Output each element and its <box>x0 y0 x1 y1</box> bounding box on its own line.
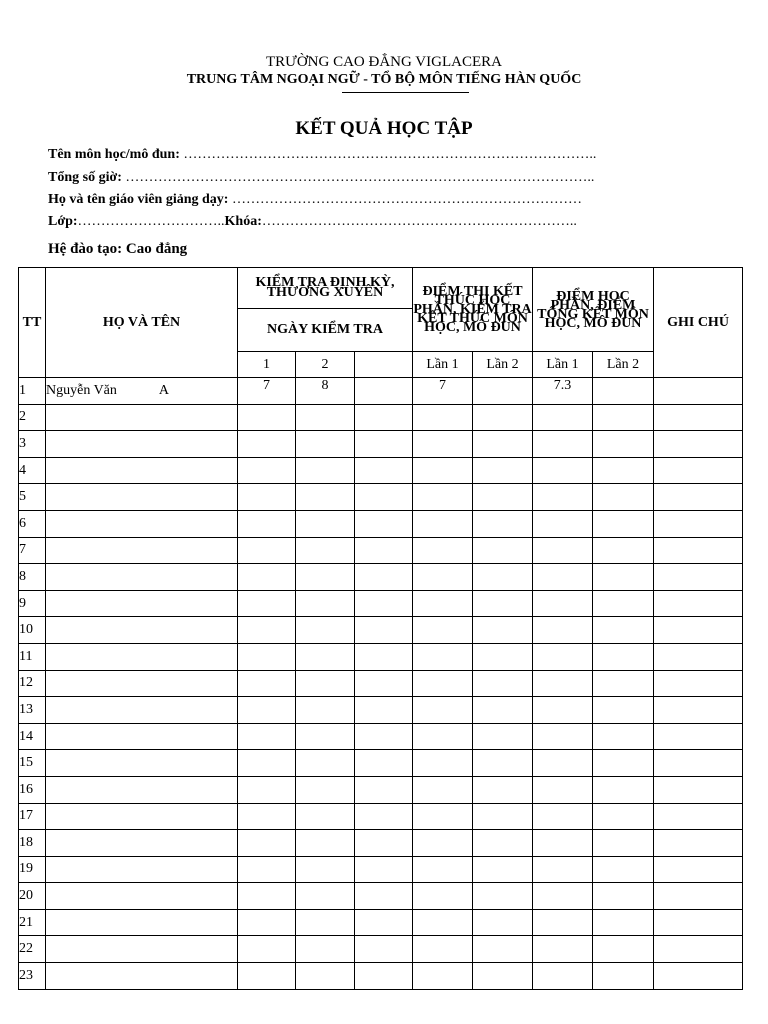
table-row <box>19 670 743 697</box>
test-1-score[interactable] <box>238 404 296 431</box>
exam-attempt-2-score[interactable] <box>473 750 533 777</box>
row-number: 6 <box>19 510 46 537</box>
exam-attempt-2-score[interactable] <box>473 431 533 458</box>
test-3-score[interactable] <box>355 378 413 405</box>
test-3-score[interactable] <box>355 484 413 511</box>
header-test-date: NGÀY KIỂM TRA <box>238 309 413 352</box>
note-cell[interactable] <box>654 936 743 963</box>
note-cell[interactable] <box>654 617 743 644</box>
module-attempt-1-score[interactable] <box>533 936 593 963</box>
module-attempt-2-score[interactable] <box>593 723 654 750</box>
test-3-score[interactable] <box>355 856 413 883</box>
header-periodic-test: KIỂM TRA ĐỊNH KỲ, THƯỜNG XUYÊN <box>238 268 413 309</box>
test-3-score[interactable] <box>355 404 413 431</box>
student-name[interactable] <box>46 670 238 697</box>
module-attempt-1-score[interactable] <box>533 670 593 697</box>
test-2-score[interactable] <box>296 617 355 644</box>
module-attempt-1-score[interactable] <box>533 883 593 910</box>
test-2-score[interactable] <box>296 803 355 830</box>
header-tt: TT <box>19 268 46 378</box>
exam-attempt-2-score[interactable] <box>473 537 533 564</box>
exam-attempt-2-score[interactable] <box>473 643 533 670</box>
results-table <box>18 267 743 990</box>
test-2-score[interactable] <box>296 537 355 564</box>
subject-dots[interactable]: …………………………………………………………………………….. <box>179 147 597 162</box>
module-attempt-2-score[interactable] <box>593 590 654 617</box>
test-3-score[interactable] <box>355 457 413 484</box>
module-attempt-1-score[interactable] <box>533 750 593 777</box>
exam-attempt-1-score[interactable] <box>413 776 473 803</box>
student-name[interactable] <box>46 856 238 883</box>
test-3-score[interactable] <box>355 803 413 830</box>
test-2-score[interactable] <box>296 510 355 537</box>
test-1-score[interactable] <box>238 670 296 697</box>
test-2-score[interactable] <box>296 643 355 670</box>
header-notes: GHI CHÚ <box>654 268 743 378</box>
test-2-score[interactable] <box>296 776 355 803</box>
test-1-score[interactable] <box>238 590 296 617</box>
test-2-score[interactable] <box>296 670 355 697</box>
exam-attempt-2-score[interactable] <box>473 936 533 963</box>
test-1-score[interactable] <box>238 431 296 458</box>
student-name[interactable] <box>46 830 238 857</box>
exam-attempt-2-score[interactable] <box>473 510 533 537</box>
table-row <box>19 776 743 803</box>
table-row <box>19 883 743 910</box>
test-3-score[interactable] <box>355 963 413 990</box>
module-attempt-1-score[interactable] <box>533 856 593 883</box>
student-name[interactable] <box>46 617 238 644</box>
training-level: Hệ đào tạo: Cao đẳng <box>48 241 188 257</box>
module-attempt-2-score[interactable] <box>593 830 654 857</box>
module-attempt-2-score[interactable] <box>593 404 654 431</box>
test-2-score[interactable] <box>296 936 355 963</box>
exam-attempt-1-score[interactable] <box>413 510 473 537</box>
test-2-score[interactable] <box>296 564 355 591</box>
test-1-score[interactable] <box>238 537 296 564</box>
module-attempt-2-score[interactable] <box>593 378 654 405</box>
module-attempt-1-score[interactable] <box>533 431 593 458</box>
module-attempt-2-score[interactable] <box>593 457 654 484</box>
exam-attempt-1-score[interactable] <box>413 670 473 697</box>
exam-attempt-1-score[interactable] <box>413 484 473 511</box>
module-attempt-1-score[interactable]: 7.3 <box>533 378 593 405</box>
test-3-score[interactable] <box>355 909 413 936</box>
module-attempt-2-score[interactable] <box>593 909 654 936</box>
row-number: 16 <box>19 776 46 803</box>
module-attempt-1-score[interactable] <box>533 803 593 830</box>
exam-attempt-1-score[interactable] <box>413 856 473 883</box>
note-cell[interactable] <box>654 883 743 910</box>
test-3-score[interactable] <box>355 830 413 857</box>
test-3-score[interactable] <box>355 510 413 537</box>
table-row <box>19 431 743 458</box>
subject-field <box>48 147 596 163</box>
test-1-score[interactable] <box>238 643 296 670</box>
row-number: 7 <box>19 537 46 564</box>
table-row <box>19 378 743 405</box>
module-attempt-1-score[interactable] <box>533 909 593 936</box>
test-3-score[interactable] <box>355 643 413 670</box>
header-test-3 <box>355 352 413 378</box>
row-number: 23 <box>19 963 46 990</box>
note-cell[interactable] <box>654 803 743 830</box>
exam-attempt-2-score[interactable] <box>473 484 533 511</box>
test-2-score[interactable] <box>296 883 355 910</box>
test-2-score[interactable] <box>296 909 355 936</box>
test-3-score[interactable] <box>355 750 413 777</box>
row-number: 5 <box>19 484 46 511</box>
test-1-score[interactable] <box>238 963 296 990</box>
exam-attempt-1-score[interactable]: 7 <box>413 378 473 405</box>
module-attempt-2-score[interactable] <box>593 431 654 458</box>
note-cell[interactable] <box>654 830 743 857</box>
module-attempt-1-score[interactable] <box>533 537 593 564</box>
test-1-score[interactable] <box>238 883 296 910</box>
table-row <box>19 537 743 564</box>
exam-attempt-1-score[interactable] <box>413 883 473 910</box>
student-name[interactable] <box>46 697 238 724</box>
note-cell[interactable] <box>654 723 743 750</box>
exam-attempt-1-score[interactable] <box>413 617 473 644</box>
exam-attempt-2-score[interactable] <box>473 883 533 910</box>
exam-attempt-1-score[interactable] <box>413 697 473 724</box>
test-3-score[interactable] <box>355 431 413 458</box>
teacher-dots[interactable]: ………………………………………………………………… <box>228 192 582 207</box>
test-2-score[interactable] <box>296 723 355 750</box>
table-row <box>19 643 743 670</box>
row-number: 8 <box>19 564 46 591</box>
table-row <box>19 404 743 431</box>
note-cell[interactable] <box>654 856 743 883</box>
module-attempt-2-score[interactable] <box>593 856 654 883</box>
test-2-score[interactable] <box>296 750 355 777</box>
exam-attempt-2-score[interactable] <box>473 670 533 697</box>
test-1-score[interactable] <box>238 856 296 883</box>
exam-attempt-1-score[interactable] <box>413 404 473 431</box>
note-cell[interactable] <box>654 590 743 617</box>
module-attempt-2-score[interactable] <box>593 670 654 697</box>
module-attempt-2-score[interactable] <box>593 750 654 777</box>
teacher-label: Họ và tên giáo viên giảng dạy: <box>48 192 229 207</box>
test-2-score[interactable] <box>296 457 355 484</box>
note-cell[interactable] <box>654 697 743 724</box>
module-attempt-2-score[interactable] <box>593 537 654 564</box>
exam-attempt-1-score[interactable] <box>413 643 473 670</box>
exam-attempt-2-score[interactable] <box>473 564 533 591</box>
student-name[interactable] <box>46 936 238 963</box>
note-cell[interactable] <box>654 963 743 990</box>
student-name-text: Nguyễn Văn <box>46 382 117 398</box>
test-3-score[interactable] <box>355 590 413 617</box>
test-1-score[interactable] <box>238 750 296 777</box>
note-cell[interactable] <box>654 909 743 936</box>
test-1-score[interactable] <box>238 936 296 963</box>
table-row <box>19 484 743 511</box>
student-name[interactable] <box>46 537 238 564</box>
test-3-score[interactable] <box>355 670 413 697</box>
test-2-score[interactable] <box>296 590 355 617</box>
module-attempt-1-score[interactable] <box>533 404 593 431</box>
test-2-score[interactable] <box>296 431 355 458</box>
class-label: Lớp: <box>48 214 78 229</box>
note-cell[interactable] <box>654 750 743 777</box>
module-attempt-2-score[interactable] <box>593 936 654 963</box>
module-attempt-2-score[interactable] <box>593 564 654 591</box>
note-cell[interactable] <box>654 537 743 564</box>
header-underline <box>342 92 469 93</box>
note-cell[interactable] <box>654 510 743 537</box>
test-1-score[interactable] <box>238 617 296 644</box>
note-cell[interactable] <box>654 431 743 458</box>
module-attempt-2-score[interactable] <box>593 963 654 990</box>
class-dots[interactable]: ………………………….. <box>77 214 225 229</box>
student-name[interactable] <box>46 404 238 431</box>
exam-attempt-1-score[interactable] <box>413 457 473 484</box>
note-cell[interactable] <box>654 378 743 405</box>
test-2-score[interactable] <box>296 963 355 990</box>
test-1-score[interactable] <box>238 803 296 830</box>
row-number: 2 <box>19 404 46 431</box>
table-row <box>19 909 743 936</box>
student-name[interactable] <box>46 723 238 750</box>
table-row <box>19 564 743 591</box>
center-name: TRUNG TÂM NGOẠI NGỮ - TỔ BỘ MÔN TIẾNG HÀN QUỐC <box>186 72 582 87</box>
student-name[interactable] <box>46 803 238 830</box>
module-attempt-1-score[interactable] <box>533 590 593 617</box>
note-cell[interactable] <box>654 564 743 591</box>
student-name[interactable] <box>46 510 238 537</box>
student-name[interactable] <box>46 643 238 670</box>
course-label: Khóa: <box>224 214 262 229</box>
header-exam-attempt-1: Lần 1 <box>413 352 473 378</box>
course-dots[interactable]: ………………………………………………………….. <box>261 214 577 229</box>
header-test-2: 2 <box>296 352 355 378</box>
teacher-field <box>48 192 582 208</box>
module-attempt-1-score[interactable] <box>533 617 593 644</box>
student-name[interactable] <box>46 457 238 484</box>
test-3-score[interactable] <box>355 883 413 910</box>
module-attempt-1-score[interactable] <box>533 457 593 484</box>
exam-attempt-2-score[interactable] <box>473 617 533 644</box>
exam-attempt-1-score[interactable] <box>413 723 473 750</box>
test-1-score[interactable] <box>238 697 296 724</box>
table-row <box>19 830 743 857</box>
test-2-score[interactable] <box>296 856 355 883</box>
table-row <box>19 963 743 990</box>
test-2-score[interactable]: 8 <box>296 378 355 405</box>
test-2-score[interactable] <box>296 830 355 857</box>
module-attempt-1-score[interactable] <box>533 723 593 750</box>
test-3-score[interactable] <box>355 697 413 724</box>
test-2-score[interactable] <box>296 697 355 724</box>
row-number: 18 <box>19 830 46 857</box>
exam-attempt-2-score[interactable] <box>473 776 533 803</box>
row-number: 9 <box>19 590 46 617</box>
test-1-score[interactable] <box>238 776 296 803</box>
test-1-score[interactable] <box>238 830 296 857</box>
header-exam-attempt-2: Lần 2 <box>473 352 533 378</box>
exam-attempt-2-score[interactable] <box>473 404 533 431</box>
exam-attempt-2-score[interactable] <box>473 830 533 857</box>
module-attempt-2-score[interactable] <box>593 617 654 644</box>
row-number: 11 <box>19 643 46 670</box>
module-attempt-1-score[interactable] <box>533 776 593 803</box>
student-name[interactable] <box>46 590 238 617</box>
module-attempt-1-score[interactable] <box>533 643 593 670</box>
test-1-score[interactable] <box>238 457 296 484</box>
module-attempt-1-score[interactable] <box>533 963 593 990</box>
table-row <box>19 697 743 724</box>
student-name[interactable] <box>46 564 238 591</box>
exam-attempt-1-score[interactable] <box>413 936 473 963</box>
exam-attempt-2-score[interactable] <box>473 697 533 724</box>
test-3-score[interactable] <box>355 564 413 591</box>
test-1-score[interactable] <box>238 723 296 750</box>
table-row <box>19 617 743 644</box>
exam-attempt-2-score[interactable] <box>473 723 533 750</box>
note-cell[interactable] <box>654 404 743 431</box>
student-name[interactable] <box>46 378 238 405</box>
exam-attempt-2-score[interactable] <box>473 803 533 830</box>
module-attempt-2-score[interactable] <box>593 643 654 670</box>
module-attempt-2-score[interactable] <box>593 883 654 910</box>
test-3-score[interactable] <box>355 537 413 564</box>
row-number: 15 <box>19 750 46 777</box>
header-module-score: ĐIỂM HỌC PHẦN, ĐIỂM TỔNG KẾT MÔN HỌC, MÔ ĐUN <box>533 268 654 352</box>
exam-attempt-2-score[interactable] <box>473 378 533 405</box>
exam-attempt-1-score[interactable] <box>413 431 473 458</box>
school-name: TRƯỜNG CAO ĐẲNG VIGLACERA <box>266 54 502 70</box>
test-1-score[interactable] <box>238 484 296 511</box>
exam-attempt-2-score[interactable] <box>473 909 533 936</box>
module-attempt-2-score[interactable] <box>593 803 654 830</box>
test-3-score[interactable] <box>355 723 413 750</box>
header-final-exam: ĐIỂM THI KẾT THÚC HỌC PHẦN, KIỂM TRA KẾT THÚC MÔN HỌC, MÔ ĐUN <box>413 268 533 352</box>
hours-dots[interactable]: ……………………………………………………………………………………….. <box>121 170 595 185</box>
table-row <box>19 590 743 617</box>
student-name[interactable] <box>46 750 238 777</box>
table-row <box>19 457 743 484</box>
module-attempt-1-score[interactable] <box>533 510 593 537</box>
module-attempt-1-score[interactable] <box>533 697 593 724</box>
module-attempt-2-score[interactable] <box>593 510 654 537</box>
table-row <box>19 803 743 830</box>
table-row <box>19 936 743 963</box>
student-name[interactable] <box>46 484 238 511</box>
table-row <box>19 856 743 883</box>
exam-attempt-1-score[interactable] <box>413 564 473 591</box>
test-2-score[interactable] <box>296 404 355 431</box>
note-cell[interactable] <box>654 457 743 484</box>
header-score-attempt-2: Lần 2 <box>593 352 654 378</box>
table-row <box>19 723 743 750</box>
exam-attempt-2-score[interactable] <box>473 590 533 617</box>
test-3-score[interactable] <box>355 936 413 963</box>
module-attempt-2-score[interactable] <box>593 776 654 803</box>
test-1-score[interactable] <box>238 909 296 936</box>
exam-attempt-2-score[interactable] <box>473 856 533 883</box>
note-cell[interactable] <box>654 643 743 670</box>
row-number: 20 <box>19 883 46 910</box>
hours-field <box>48 170 594 186</box>
exam-attempt-1-score[interactable] <box>413 830 473 857</box>
exam-attempt-1-score[interactable] <box>413 590 473 617</box>
exam-attempt-1-score[interactable] <box>413 537 473 564</box>
row-number: 10 <box>19 617 46 644</box>
student-name[interactable] <box>46 431 238 458</box>
student-name[interactable] <box>46 883 238 910</box>
exam-attempt-1-score[interactable] <box>413 909 473 936</box>
test-3-score[interactable] <box>355 776 413 803</box>
student-name-suffix: A <box>158 382 170 398</box>
student-name[interactable] <box>46 909 238 936</box>
exam-attempt-1-score[interactable] <box>413 750 473 777</box>
note-cell[interactable] <box>654 776 743 803</box>
student-name[interactable] <box>46 963 238 990</box>
table-row <box>19 750 743 777</box>
module-attempt-2-score[interactable] <box>593 484 654 511</box>
row-number: 4 <box>19 457 46 484</box>
note-cell[interactable] <box>654 484 743 511</box>
row-number: 13 <box>19 697 46 724</box>
header-score-attempt-1: Lần 1 <box>533 352 593 378</box>
row-number: 14 <box>19 723 46 750</box>
test-1-score[interactable] <box>238 510 296 537</box>
table-row <box>19 510 743 537</box>
exam-attempt-1-score[interactable] <box>413 963 473 990</box>
test-2-score[interactable] <box>296 484 355 511</box>
page-title: KẾT QUẢ HỌC TẬP <box>295 118 473 139</box>
module-attempt-1-score[interactable] <box>533 484 593 511</box>
test-1-score[interactable] <box>238 564 296 591</box>
header-test-1: 1 <box>238 352 296 378</box>
row-number: 21 <box>19 909 46 936</box>
row-number: 17 <box>19 803 46 830</box>
hours-label: Tổng số giờ: <box>48 170 122 185</box>
class-course-field <box>48 214 577 230</box>
row-number: 1 <box>19 378 46 405</box>
row-number: 22 <box>19 936 46 963</box>
test-1-score[interactable]: 7 <box>238 378 296 405</box>
module-attempt-1-score[interactable] <box>533 564 593 591</box>
row-number: 19 <box>19 856 46 883</box>
student-name[interactable] <box>46 776 238 803</box>
test-3-score[interactable] <box>355 617 413 644</box>
exam-attempt-2-score[interactable] <box>473 963 533 990</box>
exam-attempt-1-score[interactable] <box>413 803 473 830</box>
subject-label: Tên môn học/mô đun: <box>48 147 180 162</box>
exam-attempt-2-score[interactable] <box>473 457 533 484</box>
module-attempt-2-score[interactable] <box>593 697 654 724</box>
note-cell[interactable] <box>654 670 743 697</box>
row-number: 3 <box>19 431 46 458</box>
row-number: 12 <box>19 670 46 697</box>
header-name: HỌ VÀ TÊN <box>46 268 238 378</box>
module-attempt-1-score[interactable] <box>533 830 593 857</box>
